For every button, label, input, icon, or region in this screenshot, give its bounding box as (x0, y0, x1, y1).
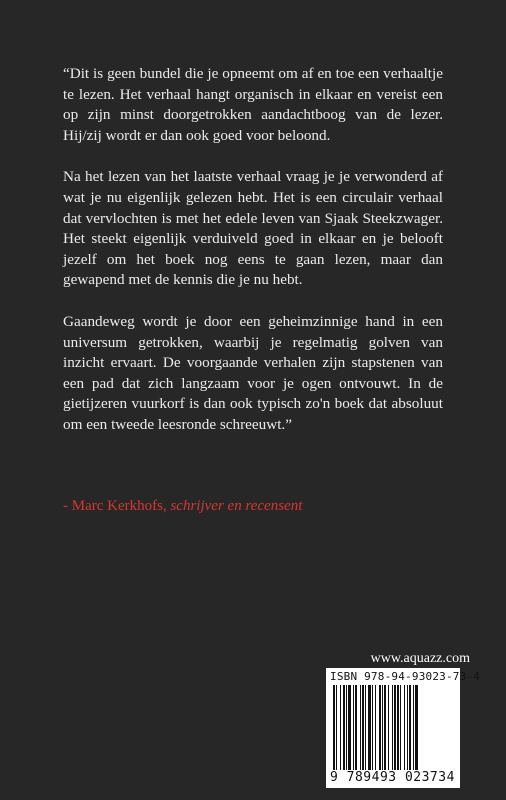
blurb-paragraph-1: “Dit is geen bundel die je opneemt om af en toe een verhaaltje te lezen. Het verhaal hangt organisch in elkaar en vereist een op zijn minst doorgetrokken aandachtboog van de lezer. Hij/zij wordt er dan ook goed voor beloond. (63, 65, 443, 144)
barcode-icon (333, 685, 455, 771)
attribution-name: - Marc Kerkhofs, (63, 498, 167, 514)
blurb-paragraph-2: Na het lezen van het laatste verhaal vraag je je verwonderd af wat je nu eigenlijk gelezen hebt. Het is een circulair verhaal dat vervlochten is met het edele leven van Sjaak Steekzwager. Het steekt eigenlijk verduiveld goed in elkaar en je belooft jezelf om het boek nog eens te gaan lezen, maar dan gewapend met de kennis die je nu hebt. (63, 168, 443, 289)
attribution (63, 496, 443, 516)
attribution-role: schrijver en recensent (170, 498, 303, 514)
blurb-paragraph-3: Gaandeweg wordt je door een geheimzinnige hand in een universum getrokken, waarbij je regelmatig golven van inzicht ervaart. De voorgaande verhalen zijn stapstenen van een pad dat zich langzaam voor je ogen ontvouwt. In de gietijzeren vuurkorf is dan ook typisch zo'n boek dat absoluut om een tweede leesronde schreeuwt.” (63, 312, 443, 433)
blurb-text (63, 64, 443, 457)
publisher-website: www.aquazz.com (370, 651, 470, 666)
isbn-digits: 9 789493 023734 (330, 770, 458, 785)
isbn-label: ISBN 978-94-93023-73-4 (330, 670, 481, 683)
